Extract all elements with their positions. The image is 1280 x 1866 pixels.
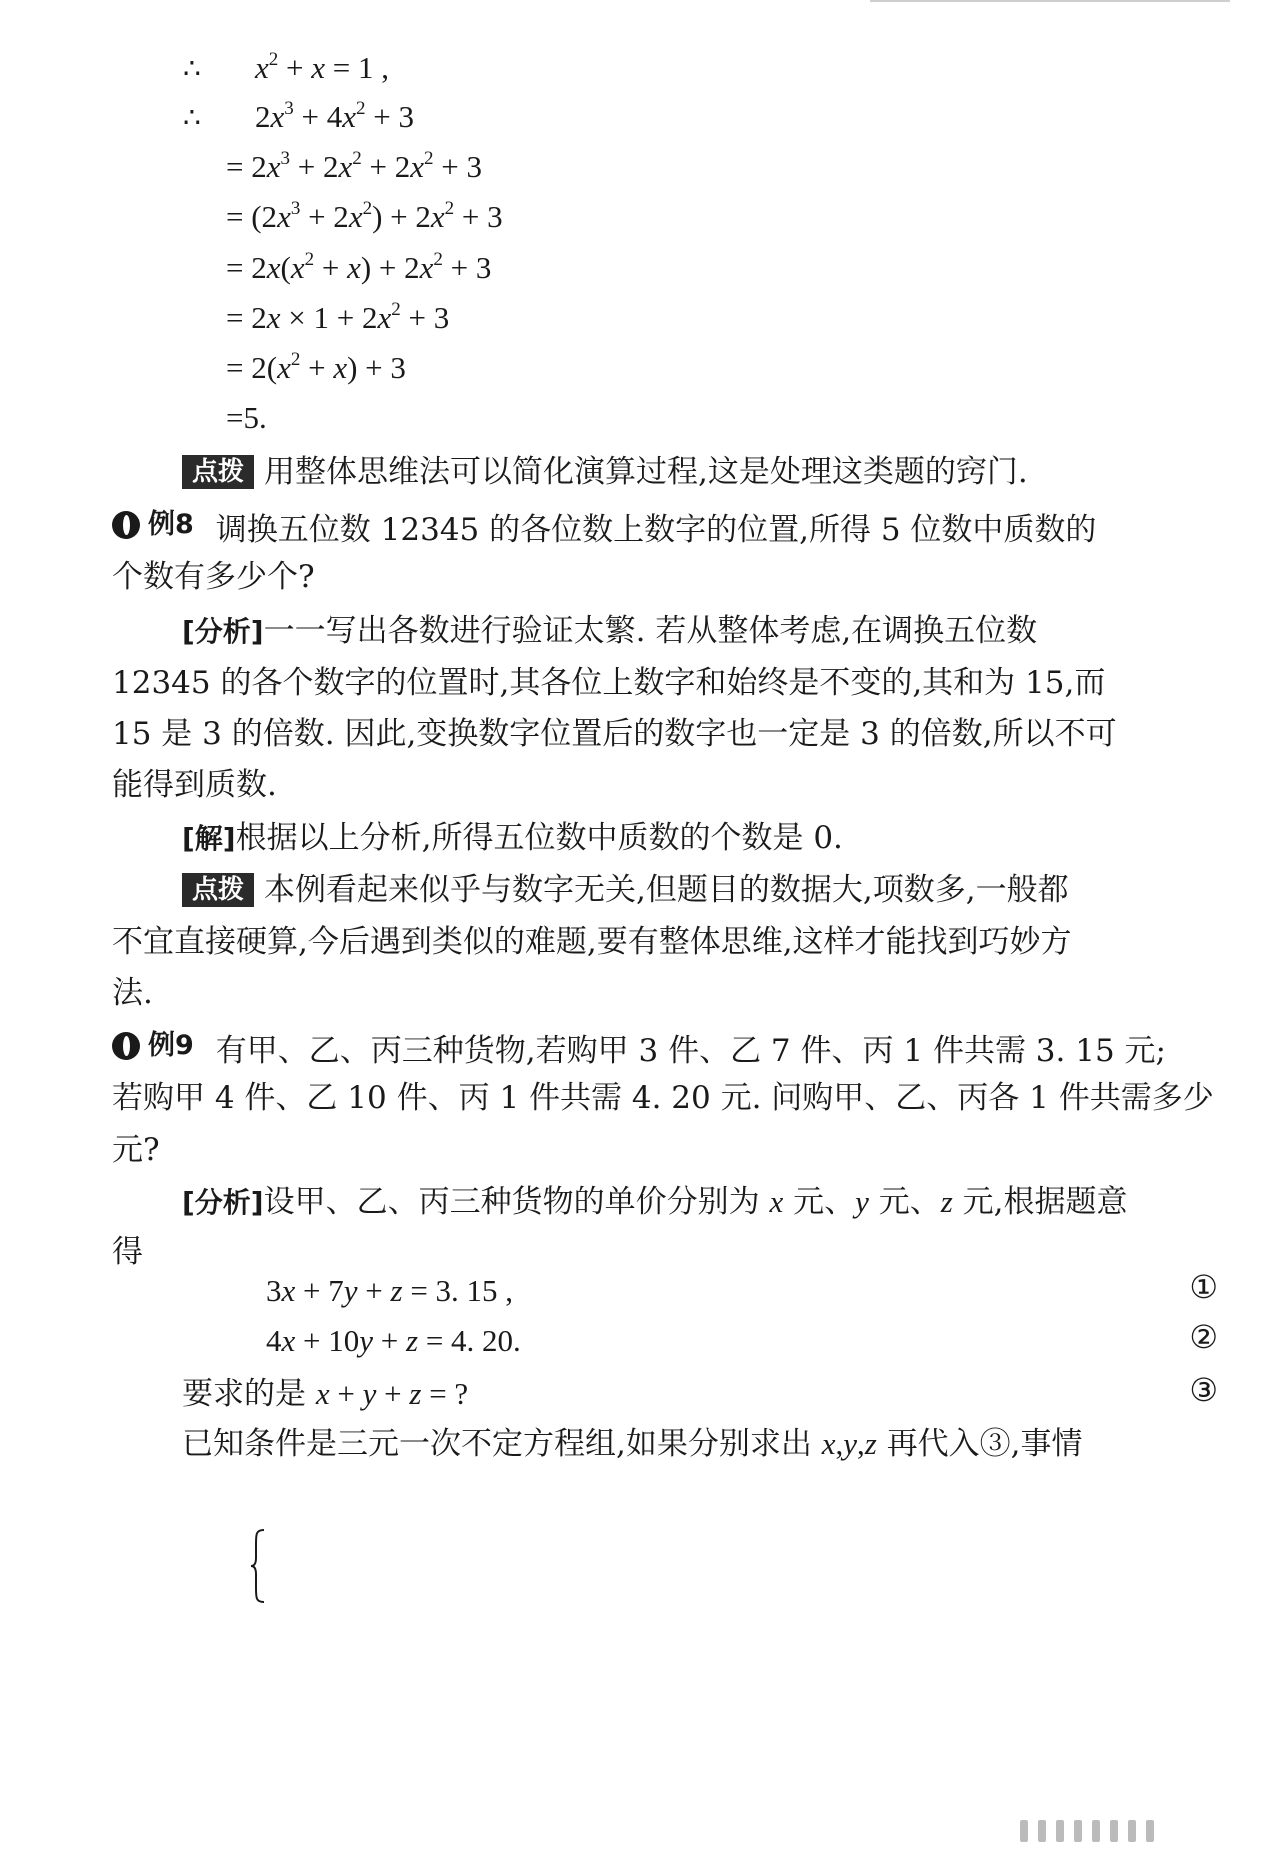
example-8-tag: 例8 [112,505,194,545]
equation-3-number: ③ [1189,1371,1218,1409]
example-8-analysis-line-4: 能得到质数. [112,767,277,803]
equation-2-number: ② [1189,1318,1218,1356]
brace-symbol [250,1528,266,1604]
tip-2-line-3: 法. [112,975,153,1011]
math-line-1: ∴ $x^2 + x = 1$ , [183,48,389,90]
tip-2-line-1: 点拨 本例看起来似乎与数字无关,但题目的数据大,项数多,一般都 [182,870,1069,910]
therefore-symbol: ∴ [183,103,201,134]
solution-label: [解] [182,822,236,855]
math-line-3: = $2x^3 + 2x^2 + 2x^2 + 3$ [226,148,482,184]
page-navigation-strip [1020,1820,1240,1846]
equation-1: 3x + 7y + z = 3. 15 , [266,1273,514,1308]
page-edge-line [870,0,1230,2]
math-line-7: = $2(x^2 + x) + 3$ [226,349,406,385]
example-8-question-line-2: 个数有多少个? [112,559,315,595]
example-9-tag: 例9 [112,1026,194,1066]
example-8-question-line-1: 例8 调换五位数 12345 的各位数上数字的位置,所得 5 位数中质数的 [112,505,1096,550]
example-9-analysis-line-1: [分析]设甲、乙、丙三种货物的单价分别为 x 元、y 元、z 元,根据题意 [182,1182,1128,1223]
example-8-analysis-line-3: 15 是 3 的倍数. 因此,变换数字位置后的数字也一定是 3 的倍数,所以不可 [112,716,1117,752]
example-9-analysis-line-2: 得 [112,1234,143,1270]
analysis-label: [分析] [182,1186,264,1219]
math-line-2: ∴ $2x^3 + 4x^2 + 3$ [183,97,414,139]
therefore-symbol: ∴ [183,54,201,85]
tip-label: 点拨 [182,455,254,489]
equation-2: 4x + 10y + z = 4. 20. [266,1323,521,1358]
tip-1 [182,452,1028,492]
tip-1-text: 用整体思维法可以简化演算过程,这是处理这类题的窍门. [264,454,1028,490]
ask-line: 要求的是 x + y + z = ? [182,1376,469,1412]
drop-icon [112,511,140,539]
math-line-4: = $(2x^3 + 2x^2) + 2x^2 + 3$ [226,198,503,234]
tip-label: 点拨 [182,873,254,907]
equation-1-number: ① [1189,1268,1218,1306]
math-line-6: = $2x \times 1 + 2x^2 + 3$ [226,299,450,335]
last-line: 已知条件是三元一次不定方程组,如果分别求出 x,y,z 再代入③,事情 [182,1426,1083,1462]
drop-icon [112,1032,140,1060]
math-line-5: = $2x(x^2 + x) + 2x^2 + 3$ [226,249,492,285]
example-9-question-line-2: 若购甲 4 件、乙 10 件、丙 1 件共需 4. 20 元. 问购甲、乙、丙各 1 件共需多少 [112,1080,1214,1116]
example-9-question-line-1: 例9 有甲、乙、丙三种货物,若购甲 3 件、乙 7 件、丙 1 件共需 3. 15 元; [112,1026,1166,1071]
analysis-label: [分析] [182,615,264,648]
example-9-question-line-3: 元? [112,1132,160,1168]
example-8-analysis-line-2: 12345 的各个数字的位置时,其各位上数字和始终是不变的,其和为 15,而 [112,665,1106,701]
example-8-analysis-line-1: [分析]一一写出各数进行验证太繁. 若从整体考虑,在调换五位数 [182,611,1037,652]
tip-2-line-2: 不宜直接硬算,今后遇到类似的难题,要有整体思维,这样才能找到巧妙方 [112,924,1072,960]
example-8-solution: [解]根据以上分析,所得五位数中质数的个数是 0. [182,818,843,859]
math-line-8: =5. [226,400,267,435]
